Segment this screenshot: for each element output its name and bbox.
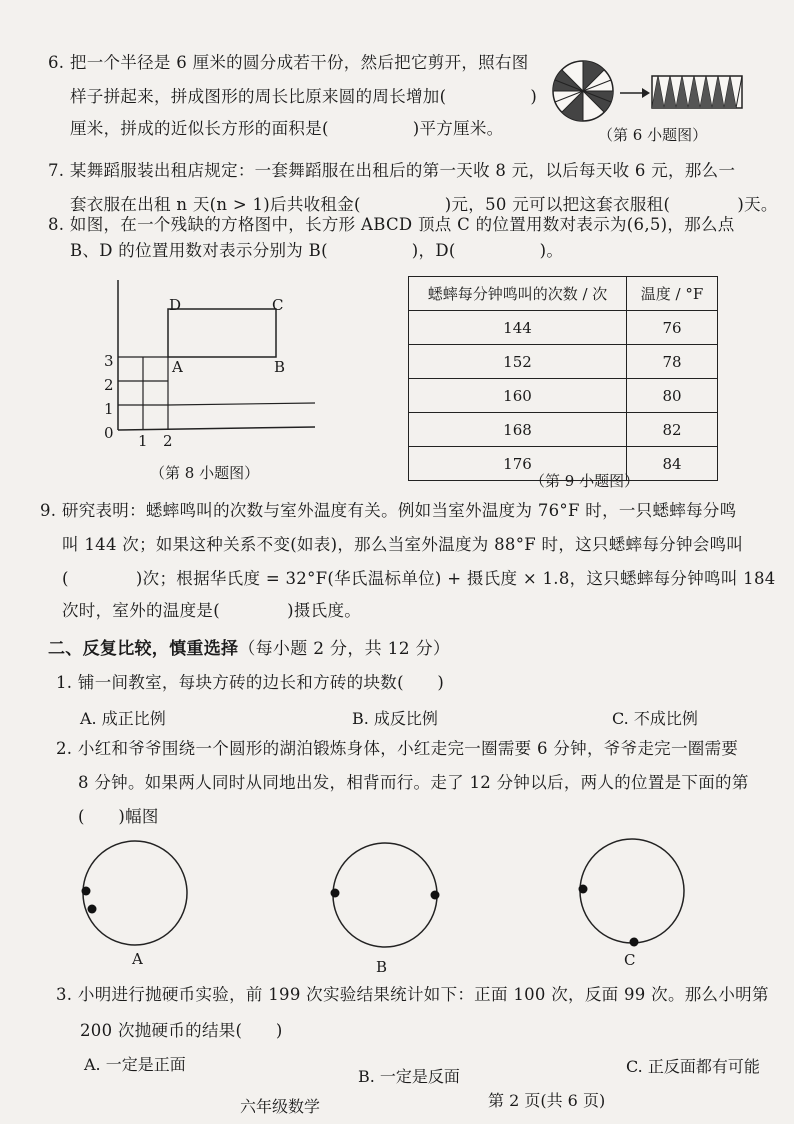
- table-row: [409, 345, 718, 379]
- x-tick-1: 1: [138, 432, 148, 450]
- mc3-option-a: A. 一定是正面: [84, 1055, 186, 1074]
- section2-note: （每小题 2 分，共 12 分）: [238, 639, 451, 659]
- section2-title: [48, 638, 450, 660]
- q7-line2: 套衣服在出租 n 天(n > 1)后共收租金( )元，50 元可以把这套衣服租( )天。: [70, 195, 778, 214]
- mc2-label-c: C: [624, 951, 636, 969]
- table-header-temp: 温度 / °F: [627, 277, 718, 311]
- mc3-line2: 200 次抛硬币的结果( ): [80, 1021, 283, 1040]
- position-dot: [579, 885, 588, 894]
- point-b: B: [274, 358, 286, 376]
- table-row: [409, 311, 718, 345]
- table-row: [409, 413, 718, 447]
- q6-line3: 厘米，拼成的近似长方形的面积是( )平方厘米。: [70, 119, 504, 138]
- table-cell: 160: [409, 379, 627, 413]
- y-tick-2: 2: [104, 376, 114, 394]
- table-cell: 144: [409, 311, 627, 345]
- q7-line1: 7. 某舞蹈服装出租店规定：一套舞蹈服在出租后的第一天收 8 元，以后每天收 6 元，那么一: [48, 161, 736, 180]
- mc1-option-b: B. 成反比例: [352, 709, 438, 728]
- arrow-icon: [620, 88, 650, 98]
- y-tick-3: 3: [104, 352, 114, 370]
- table-cell: 80: [627, 379, 718, 413]
- y-tick-1: 1: [104, 400, 114, 418]
- table-cell: 176: [409, 447, 627, 481]
- position-dot: [431, 891, 440, 900]
- x-axis: [118, 427, 315, 430]
- mc3-line1: 3. 小明进行抛硬币实验，前 199 次实验结果统计如下：正面 100 次，反面 99 次。那么小明第: [56, 985, 769, 1004]
- q8-line1: 8. 如图，在一个残缺的方格图中，长方形 ABCD 顶点 C 的位置用数对表示为(6,5)，那么点: [48, 215, 735, 234]
- mc2-circle-a: [80, 838, 200, 958]
- q9-table: [408, 276, 718, 481]
- q8-caption: （第 8 小题图）: [150, 464, 260, 482]
- table-cell: 76: [627, 311, 718, 345]
- x-tick-2: 2: [163, 432, 173, 450]
- q9-line3: ( )次；根据华氏度 = 32°F(华氏温标单位) + 摄氏度 × 1.8，这只蟋蟀每分钟鸣叫 184: [62, 569, 776, 588]
- point-d: D: [169, 296, 182, 314]
- table-cell: 84: [627, 447, 718, 481]
- mc2-circle-b: [330, 840, 450, 960]
- rectangle-abcd: [168, 309, 276, 357]
- position-dot: [331, 889, 340, 898]
- rectangle-sectors-icon: [652, 76, 742, 108]
- footer-subject: 六年级数学: [240, 1097, 321, 1116]
- mc2-circle-c: [577, 836, 697, 956]
- q9-caption: （第 9 小题图）: [530, 472, 640, 490]
- q9-line2: 叫 144 次；如果这种关系不变(如表)，那么当室外温度为 88°F 时，这只蟋蟀每分钟会鸣叫: [62, 535, 744, 554]
- mc2-line3: ( )幅图: [78, 807, 159, 826]
- mc3-option-c: C. 正反面都有可能: [626, 1057, 760, 1076]
- point-a: A: [172, 358, 183, 376]
- q6-line2: 样子拼起来，拼成图形的周长比原来圆的周长增加( ): [70, 87, 538, 106]
- table-row: [409, 379, 718, 413]
- section2-title-text: 二、反复比较，慎重选择: [48, 639, 239, 659]
- position-dot: [88, 905, 97, 914]
- grid-squares: [118, 357, 315, 430]
- q9-line4: 次时，室外的温度是( )摄氏度。: [62, 601, 362, 620]
- table-cell: 78: [627, 345, 718, 379]
- q9-line1: 9. 研究表明：蟋蟀鸣叫的次数与室外温度有关。例如当室外温度为 76°F 时，一只蟋蟀每分鸣: [40, 501, 737, 520]
- table-cell: 82: [627, 413, 718, 447]
- mc1-option-a: A. 成正比例: [80, 709, 166, 728]
- q9-table-wrapper: [408, 276, 718, 481]
- table-cell: 152: [409, 345, 627, 379]
- mc1-stem: 1. 铺一间教室，每块方砖的边长和方砖的块数( ): [56, 673, 445, 692]
- mc2-label-a: A: [132, 950, 143, 968]
- q6-caption: （第 6 小题图）: [598, 126, 708, 144]
- position-dot: [630, 938, 639, 947]
- q8-line2: B、D 的位置用数对表示分别为 B( )，D( )。: [70, 241, 564, 260]
- table-header-count: 蟋蟀每分钟鸣叫的次数 / 次: [409, 277, 627, 311]
- table-header-row: [409, 277, 718, 311]
- q8-grid-figure: [100, 275, 350, 455]
- divided-circle-icon: [553, 61, 613, 121]
- mc2-line1: 2. 小红和爷爷围绕一个圆形的湖泊锻炼身体，小红走完一圈需要 6 分钟，爷爷走完一圈需要: [56, 739, 739, 758]
- y-tick-0: 0: [104, 424, 114, 442]
- mc1-option-c: C. 不成比例: [612, 709, 698, 728]
- q6-line1: 6. 把一个半径是 6 厘米的圆分成若干份，然后把它剪开，照右图: [48, 53, 529, 72]
- q6-figure: [550, 58, 750, 128]
- mc3-option-b: B. 一定是反面: [358, 1067, 460, 1086]
- footer-page-number: 第 2 页(共 6 页): [488, 1091, 606, 1110]
- mc2-line2: 8 分钟。如果两人同时从同地出发，相背而行。走了 12 分钟以后，两人的位置是下面的第: [78, 773, 749, 792]
- mc2-label-b: B: [376, 958, 388, 976]
- table-cell: 168: [409, 413, 627, 447]
- point-c: C: [272, 296, 284, 314]
- position-dot: [82, 887, 91, 896]
